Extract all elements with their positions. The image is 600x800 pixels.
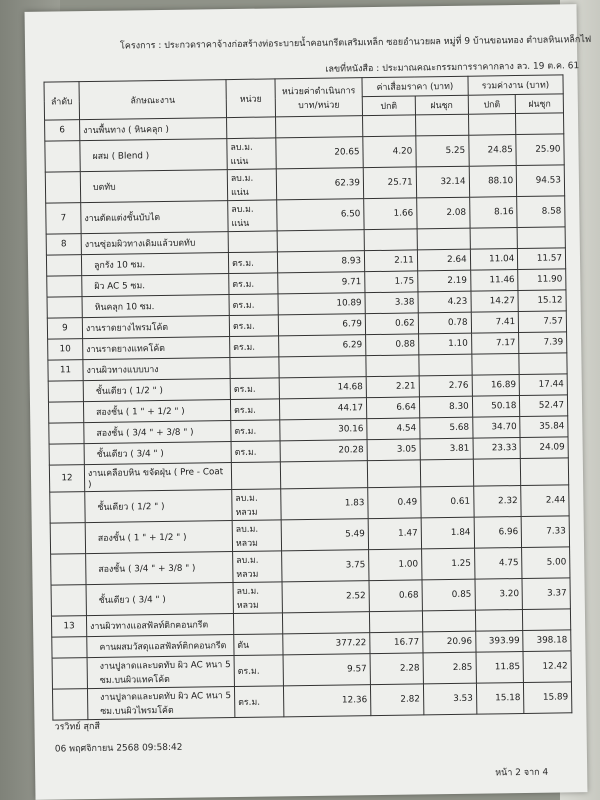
row-total-rainy: 7.33 [521,516,569,548]
row-total-normal [468,114,516,136]
row-price-rainy: 1.25 [421,548,474,580]
row-unit: ลบ.ม. หลวม [233,551,282,583]
row-price-normal: 0.62 [365,313,418,335]
row-price-normal: 2.28 [370,653,423,685]
row-price-normal [366,355,419,377]
row-price-rainy: 2.64 [417,249,470,271]
row-no: 10 [48,339,83,360]
row-no: 13 [51,616,86,637]
print-timestamp: 06 พฤศจิกายน 2568 09:58:42 [54,742,183,755]
row-total-rainy: 398.18 [523,630,571,652]
row-no [51,554,86,585]
row-price-normal: 3.05 [367,439,420,461]
row-unit: ตร.ม. [234,686,283,718]
document-sheet [25,4,592,800]
row-desc: ชั้นเดียว ( 1/2 " ) [83,379,230,402]
row-no [51,585,86,616]
row-total-normal: 16.89 [472,375,520,397]
col-total-group: รวมค่างาน (บาท) [468,75,564,95]
row-price-rainy: 5.25 [416,135,469,167]
row-unit [230,357,279,379]
page-number: หน้า 2 จาก 4 [495,767,549,779]
row-unit: ตร.ม. [231,441,280,463]
row-total-normal: 24.85 [468,135,516,167]
row-unit: ตร.ม. [231,420,280,442]
row-price-normal: 3.38 [365,292,418,314]
row-unit-cost: 3.75 [282,550,369,582]
reference-line: เลขที่หนังสือ : ประมาณคณะกรรมการราคากลาง ลว. 19 ต.ค. 61 [325,61,580,75]
row-price-normal [369,611,422,633]
row-total-normal [470,228,518,250]
row-unit-cost: 62.39 [276,168,363,200]
col-rainy: ฝนชุก [415,95,468,115]
row-total-rainy [519,353,567,375]
project-line: โครงการ : ประกวดราคาจ้างก่อสร้างท่อระบายน้ำคอนกรีตเสริมเหล็ก ซอยอำนวยผล หมู่ที่ 9 บ้านขอนทอง ตำบลหินเหล็กไฟ [119,34,592,52]
row-price-normal: 2.11 [364,250,417,272]
row-unit-cost: 20.28 [280,440,367,462]
row-no [52,689,87,720]
row-total-rainy: 94.53 [517,165,565,197]
row-price-rainy: 4.23 [418,291,471,313]
row-no [52,658,87,689]
row-no [50,523,85,554]
row-price-rainy: 32.14 [416,166,469,198]
row-desc: งานผิวทางแบบบาง [83,358,230,381]
row-price-normal [363,115,416,137]
row-price-rainy: 0.85 [422,579,475,611]
row-desc: ชั้นเดียว ( 1/2 " ) [85,490,232,523]
row-unit-cost: 6.50 [277,199,364,231]
row-unit-cost: 1.83 [281,488,368,520]
row-unit-cost: 6.79 [278,314,365,336]
row-total-rainy: 11.57 [518,248,566,270]
row-total-rainy: 12.42 [523,651,571,683]
row-desc: งานตัดแต่งชั้นบับไต [81,201,228,234]
row-desc: ผิว AC 5 ซม. [82,274,229,297]
row-desc: ผสม ( Blend ) [80,139,227,172]
row-unit-cost [280,461,367,489]
row-price-normal: 2.82 [370,684,423,716]
row-price-normal: 4.54 [367,418,420,440]
row-price-rainy: 2.76 [419,375,472,397]
row-unit: ตร.ม. [229,294,278,316]
row-desc: งานราดยางไพรมโค้ต [82,316,229,339]
row-unit: ตัน [234,634,283,656]
row-price-rainy: 3.81 [420,438,473,460]
row-no [48,381,83,402]
signer-name: วรวิทย์ สุกสี [54,721,101,733]
row-total-rainy: 24.09 [520,437,568,459]
table-body [45,113,572,720]
row-total-normal: 50.18 [472,396,520,418]
row-total-rainy: 17.44 [519,374,567,396]
row-total-normal: 8.16 [469,197,517,229]
row-no [46,255,81,276]
row-desc: บดทับ [80,170,227,203]
row-price-normal: 16.77 [370,632,423,654]
row-desc: สองชั้น ( 1 " + 1/2 " ) [85,521,232,554]
row-unit: ลบ.ม. แน่น [227,169,276,201]
col-rainy-total: ฝนชุก [516,94,564,114]
row-price-rainy: 0.61 [421,486,474,518]
row-total-rainy: 7.39 [519,332,567,354]
row-price-rainy: 2.85 [423,652,476,684]
row-unit-cost: 2.52 [282,581,369,613]
row-unit-cost [277,230,364,252]
row-price-normal: 0.88 [366,334,419,356]
row-total-normal: 11.04 [470,249,518,271]
row-unit [231,462,280,490]
price-table [44,74,573,720]
row-price-rainy: 20.96 [423,631,476,653]
row-no [47,276,82,297]
row-no [49,444,84,465]
row-price-normal [364,229,417,251]
row-price-rainy [422,610,475,632]
row-total-normal: 11.85 [476,651,524,683]
row-price-rainy: 1.84 [421,517,474,549]
row-desc: หินคลุก 10 ซม. [82,295,229,318]
row-total-rainy: 8.58 [517,196,565,228]
row-price-normal: 1.00 [369,549,422,581]
row-unit-cost: 44.17 [279,398,366,420]
row-unit: ตร.ม. [230,378,279,400]
row-unit: ตร.ม. [234,655,283,687]
row-total-normal [472,354,520,376]
row-price-normal: 0.49 [368,487,421,519]
row-unit-cost: 377.22 [283,633,370,655]
row-desc: ชั้นเดียว ( 3/4 " ) [84,442,231,465]
row-price-rainy: 5.68 [420,417,473,439]
row-unit: ลบ.ม. แน่น [228,200,277,232]
row-total-rainy: 7.57 [519,311,567,333]
row-desc: สองชั้น ( 1 " + 1/2 " ) [83,400,230,423]
row-total-rainy: 11.90 [518,269,566,291]
row-total-rainy [516,113,564,135]
row-unit: ลบ.ม. หลวม [232,489,281,521]
row-unit-cost [276,116,363,138]
row-total-normal: 88.10 [469,166,517,198]
row-unit: ตร.ม. [229,315,278,337]
row-unit-cost: 9.57 [283,654,370,686]
row-desc: สองชั้น ( 3/4 " + 3/8 " ) [86,552,233,585]
row-total-normal: 393.99 [475,630,523,652]
row-desc: งานซุ่อมผิวทางเดิมแล้วบดทับ [81,232,228,255]
row-price-normal: 2.21 [366,376,419,398]
row-unit-cost: 9.71 [278,272,365,294]
row-unit: ตร.ม. [230,399,279,421]
row-total-normal: 6.96 [474,517,522,549]
row-no: 6 [45,120,80,141]
row-total-normal [475,609,523,631]
row-desc: งานพื้นทาง ( หินคลุก ) [80,118,227,141]
row-price-rainy: 2.19 [417,270,470,292]
col-no: ลำดับ [44,82,80,120]
row-total-rainy: 2.44 [521,485,569,517]
row-total-normal: 3.20 [475,578,523,610]
row-total-normal: 14.27 [471,291,519,313]
row-price-normal: 1.66 [364,198,417,230]
row-unit-cost: 12.36 [283,685,370,717]
row-desc: งานผิวทางแอสฟัลท์ติกคอนกรีต [86,614,233,637]
row-no [47,297,82,318]
row-price-normal: 0.68 [369,580,422,612]
row-total-normal: 7.41 [471,312,519,334]
row-no: 9 [47,318,82,339]
row-price-rainy [419,354,472,376]
row-price-normal: 1.47 [368,518,421,550]
row-unit-cost [279,356,366,378]
row-unit-cost: 30.16 [280,419,367,441]
row-total-rainy: 35.84 [520,416,568,438]
row-no [50,492,85,523]
row-desc: คานผสมวัสดุแอสฟัลท์ติกคอนกรีต [87,635,234,658]
row-unit [227,117,276,139]
row-unit-cost: 5.49 [281,519,368,551]
row-total-normal [473,459,521,487]
row-unit-cost: 8.93 [277,251,364,273]
row-no [49,423,84,444]
row-desc: สองชั้น ( 3/4 " + 3/8 " ) [84,421,231,444]
row-price-rainy: 3.53 [423,683,476,715]
col-unit: หน่วย [226,79,276,118]
row-no [45,141,80,172]
row-price-rainy [417,228,470,250]
row-total-rainy: 3.37 [522,578,570,610]
row-desc: งานราดยางแทคโค้ต [83,337,230,360]
row-price-normal: 6.64 [366,397,419,419]
row-price-rainy: 0.78 [418,312,471,334]
row-total-rainy [523,609,571,631]
col-normal-total: ปกติ [468,95,516,115]
row-price-normal [367,460,420,488]
row-price-normal: 1.75 [365,271,418,293]
row-total-rainy [521,458,569,486]
row-desc: งานปูลาดและบดทับ ผิว AC หนา 5 ซม.บนผิวแทคโค้ต [87,656,234,689]
row-price-rainy [415,114,468,136]
row-no: 12 [49,465,84,492]
row-unit: ลบ.ม. แน่น [227,138,276,170]
row-total-normal: 34.70 [472,417,520,439]
row-desc: งานปูลาดและบดทับ ผิว AC หนา 5 ซม.บนผิวไพรมโค้ต [87,687,234,720]
row-total-rainy: 5.00 [522,547,570,579]
row-total-normal: 11.46 [470,270,518,292]
row-total-normal: 15.18 [476,682,524,714]
row-unit-cost: 20.65 [276,137,363,169]
row-no: 7 [46,203,81,234]
row-unit-cost: 10.89 [278,293,365,315]
row-no [45,172,80,203]
row-price-rainy: 8.30 [419,396,472,418]
row-total-normal: 2.32 [473,486,521,518]
row-price-rainy [420,459,473,487]
table-row [52,682,571,720]
row-desc: ลูกรัง 10 ซม. [81,253,228,276]
row-total-normal: 23.33 [473,438,521,460]
col-desc: ลักษณะงาน [79,80,227,120]
row-unit [228,231,277,253]
col-asphalt-price: ค่าเสื่อมราคา (บาท) [362,76,468,96]
row-no [48,402,83,423]
row-price-normal: 4.20 [363,136,416,168]
row-no: 8 [46,234,81,255]
row-desc: ชั้นเดียว ( 3/4 " ) [86,583,233,616]
col-normal: ปกติ [362,96,415,116]
row-price-rainy: 2.08 [416,197,469,229]
row-unit: ตร.ม. [228,252,277,274]
row-no: 11 [48,360,83,381]
row-unit: ลบ.ม. หลวม [232,520,281,552]
row-unit [233,613,282,635]
row-total-rainy: 15.12 [518,290,566,312]
row-total-rainy: 25.90 [516,134,564,166]
row-total-rainy [517,227,565,249]
row-unit-cost: 6.29 [279,335,366,357]
row-unit: ตร.ม. [229,273,278,295]
row-total-normal: 7.17 [471,333,519,355]
row-price-rainy: 1.10 [418,333,471,355]
row-unit-cost [282,612,369,634]
row-total-rainy: 52.47 [520,395,568,417]
row-unit-cost: 14.68 [279,377,366,399]
row-unit: ลบ.ม. หลวม [233,582,282,614]
row-desc: งานเคลือบหิน ขจัดฝุ่น ( Pre - Coat ) [84,463,231,492]
row-no [52,637,87,658]
row-unit: ตร.ม. [230,336,279,358]
row-total-normal: 4.75 [474,548,522,580]
row-price-normal: 25.71 [363,167,416,199]
row-total-rainy: 15.89 [524,682,572,714]
col-unit-cost: หน่วยค่าดำเนินการ บาท/หน่วย [275,78,363,117]
